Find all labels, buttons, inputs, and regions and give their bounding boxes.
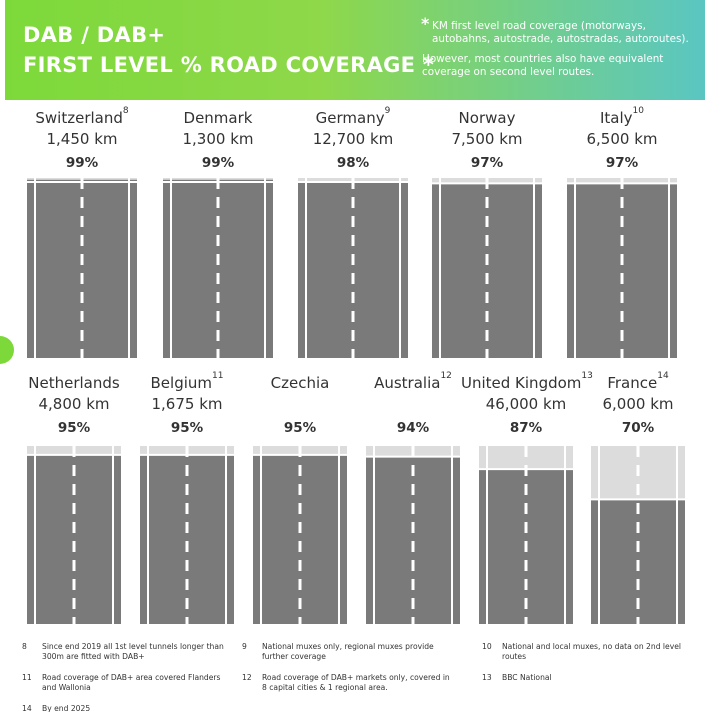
country-name: [461, 371, 593, 392]
road-uncovered-france: [591, 446, 685, 624]
footnote-text: National and local muxes, no data on 2nd level routes: [502, 642, 681, 661]
country-card-switzerland: [17, 106, 147, 171]
country-name: [122, 371, 252, 392]
country-card-czechia: [235, 374, 365, 436]
footnote-number: 11: [22, 673, 32, 682]
footnote-number: 8: [22, 642, 27, 651]
country-name: [573, 371, 703, 392]
country-card-denmark: [153, 109, 283, 171]
percent-label: 95%: [170, 420, 204, 436]
road-covered-switzerland: [27, 180, 137, 358]
km-label: 6,000 km: [602, 395, 674, 413]
km-label: 1,300 km: [182, 130, 254, 148]
footnote-text: BBC National: [502, 673, 552, 682]
road-covered-australia: [366, 457, 460, 624]
country-name: [288, 106, 418, 127]
footnote-text: Road coverage of DAB+ markets only, covered in 8 capital cities & 1 regional area.: [262, 673, 450, 692]
percent-label: 70%: [621, 420, 655, 436]
country-card-australia: [348, 371, 478, 436]
footnote-ref: 14: [657, 371, 669, 381]
country-label: Australia: [374, 374, 441, 392]
km-label: 7,500 km: [451, 130, 523, 148]
country-label: Netherlands: [28, 374, 120, 392]
country-label: Belgium: [150, 374, 213, 392]
road-uncovered-switzerland: [27, 178, 137, 358]
country-card-germany: [288, 106, 418, 171]
country-name: [17, 106, 147, 127]
note-star: *: [421, 14, 430, 33]
percent-label: 94%: [396, 420, 430, 436]
country-label: Switzerland: [35, 109, 123, 127]
km-label: 1,450 km: [46, 130, 118, 148]
percent-label: 95%: [57, 420, 91, 436]
road-uncovered-denmark: [163, 178, 273, 358]
km-label: 46,000 km: [485, 395, 567, 413]
footnote-number: 10: [482, 642, 492, 651]
percent-label: 97%: [605, 155, 639, 171]
footnote-ref: 8: [122, 106, 129, 116]
road-uncovered-united-kingdom: [479, 446, 573, 624]
footnote-ref: 10: [632, 106, 644, 116]
percent-label: 98%: [336, 155, 370, 171]
road-uncovered-germany: [298, 178, 408, 358]
percent-label: 99%: [65, 155, 99, 171]
country-card-belgium: [122, 371, 252, 436]
road-uncovered-norway: [432, 178, 542, 358]
footnote-number: 13: [482, 673, 492, 682]
country-name: [153, 109, 283, 127]
footnote-ref: 9: [384, 106, 391, 116]
footnote-number: 12: [242, 673, 252, 682]
road-covered-denmark: [163, 180, 273, 358]
country-label: Italy: [600, 109, 633, 127]
km-label: 4,800 km: [38, 395, 110, 413]
footnote-text: Since end 2019 all 1st level tunnels longer than 300m are fitted with DAB+: [42, 642, 224, 661]
km-label: [235, 395, 365, 413]
road-uncovered-netherlands: [27, 446, 121, 624]
country-name: [557, 106, 687, 127]
country-label: France: [607, 374, 658, 392]
note-second-level: However, most countries also have equivalent coverage on second level routes.: [422, 53, 664, 78]
country-card-netherlands: [9, 374, 139, 436]
percent-label: 95%: [283, 420, 317, 436]
footnote-text: Road coverage of DAB+ area covered Flanders and Wallonia: [42, 673, 221, 692]
road-covered-belgium: [140, 455, 234, 624]
footnote-ref: 13: [581, 371, 593, 381]
road-covered-france: [591, 499, 685, 624]
country-card-france: [573, 371, 703, 436]
road-covered-norway: [432, 183, 542, 358]
title-line-1: DAB / DAB+: [23, 23, 166, 47]
country-label: Norway: [458, 109, 516, 127]
footnote-ref: 12: [440, 371, 452, 381]
road-uncovered-belgium: [140, 446, 234, 624]
country-name: [9, 374, 139, 392]
percent-label: 97%: [470, 155, 504, 171]
title-line-2: FIRST LEVEL % ROAD COVERAGE *: [23, 53, 435, 77]
footnote-number: 9: [242, 642, 247, 651]
header-note: [422, 20, 705, 86]
km-label: 1,675 km: [151, 395, 223, 413]
road-uncovered-italy: [567, 178, 677, 358]
country-name: [235, 374, 365, 392]
footnote-ref: 11: [212, 371, 224, 381]
road-covered-united-kingdom: [479, 469, 573, 624]
km-label: 6,500 km: [586, 130, 658, 148]
country-card-norway: [422, 109, 552, 171]
percent-label: 87%: [509, 420, 543, 436]
km-label: 12,700 km: [312, 130, 394, 148]
country-label: Germany: [315, 109, 385, 127]
road-uncovered-czechia: [253, 446, 347, 624]
country-label: United Kingdom: [461, 374, 582, 392]
km-label: [348, 395, 478, 413]
country-card-italy: [557, 106, 687, 171]
road-uncovered-australia: [366, 446, 460, 624]
footnote-text: National muxes only, regional muxes provide further coverage: [262, 642, 434, 661]
footnote-text: By end 2025: [42, 704, 91, 712]
road-covered-germany: [298, 182, 408, 358]
left-edge-marker: [0, 336, 14, 364]
country-label: Denmark: [183, 109, 253, 127]
footnote-number: 14: [22, 704, 32, 712]
header-banner: [5, 0, 705, 100]
country-name: [348, 371, 478, 392]
road-covered-czechia: [253, 455, 347, 624]
note-km: KM first level road coverage (motorways, autobahns, autostrade, autostradas, autoroutes).: [432, 20, 689, 45]
country-label: Czechia: [270, 374, 330, 392]
road-covered-netherlands: [27, 455, 121, 624]
percent-label: 99%: [201, 155, 235, 171]
road-covered-italy: [567, 183, 677, 358]
country-name: [422, 109, 552, 127]
country-card-united-kingdom: [461, 371, 593, 436]
